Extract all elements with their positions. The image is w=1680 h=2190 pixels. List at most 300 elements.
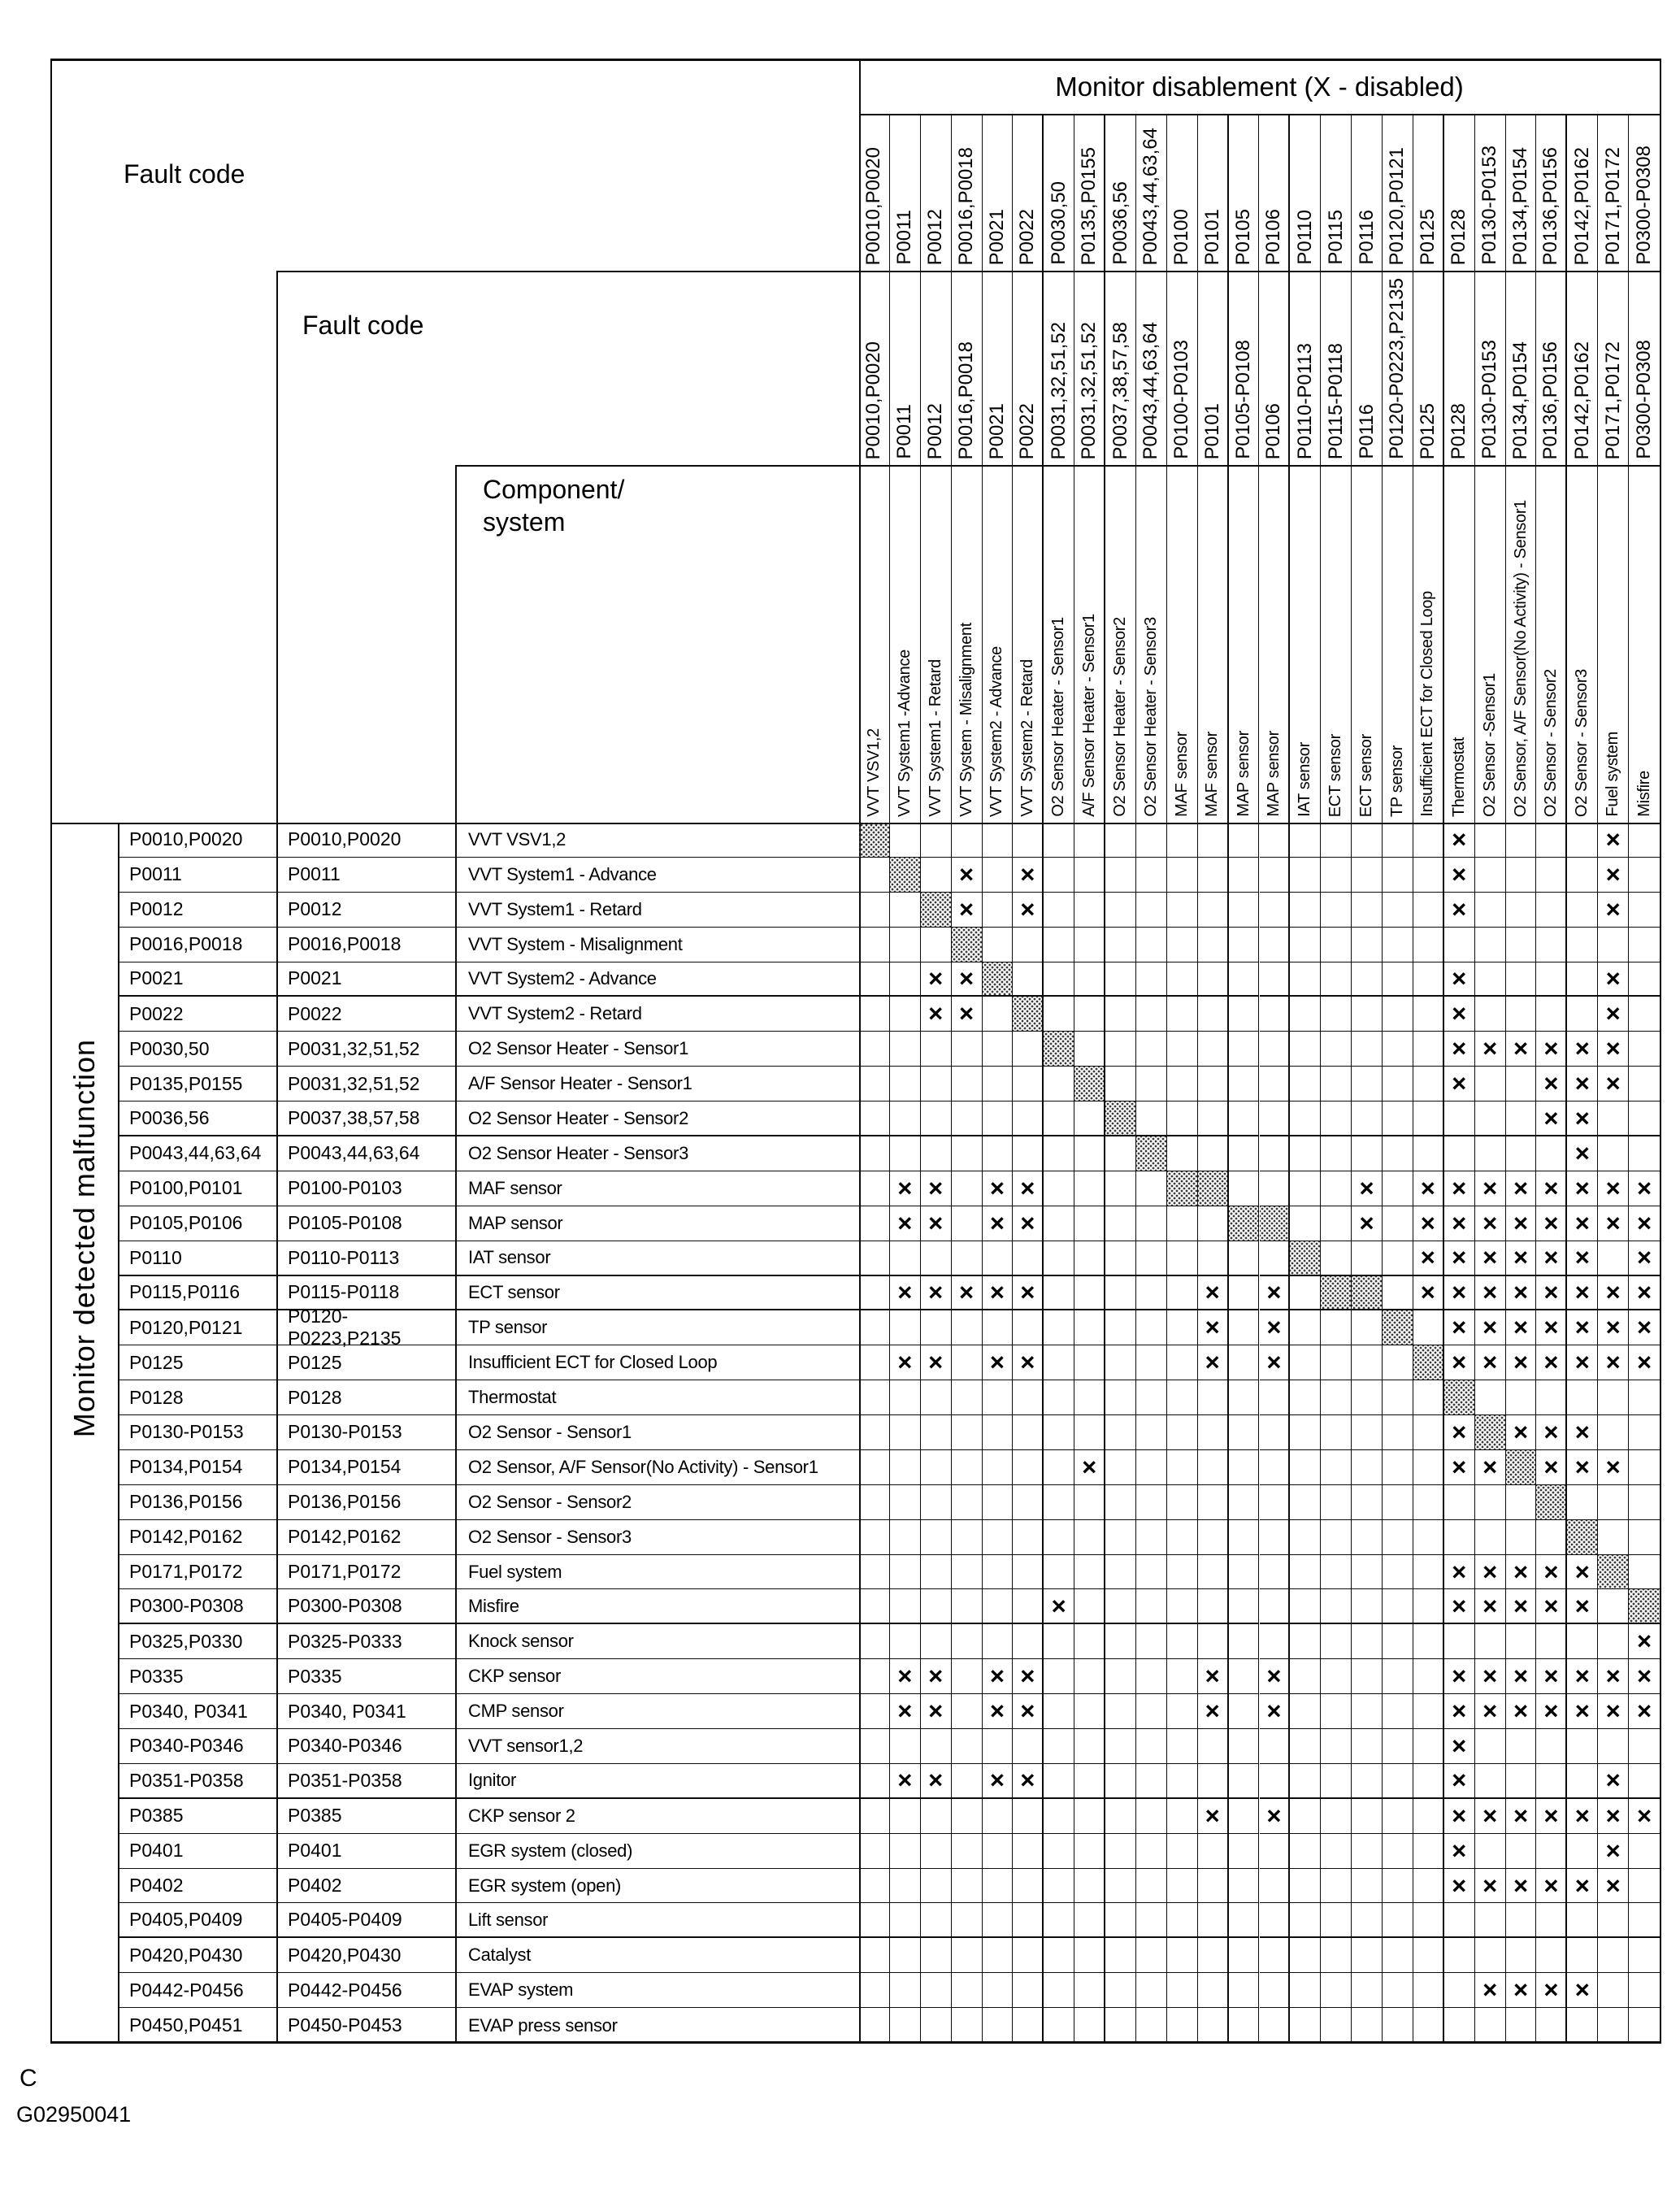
matrix-cell <box>983 1485 1014 1520</box>
matrix-cell-disabled: × <box>1260 1659 1291 1694</box>
matrix-cell <box>1383 1624 1413 1659</box>
matrix-cell <box>1074 1241 1105 1276</box>
matrix-cell <box>1260 1869 1291 1904</box>
matrix-cell <box>1536 1938 1567 1973</box>
component-cell <box>455 1276 859 1311</box>
fault-code-1-cell <box>118 1241 276 1276</box>
component-cell-text: Knock sensor <box>468 1631 574 1652</box>
matrix-cell <box>1013 1799 1044 1834</box>
matrix-cell <box>1290 1764 1321 1799</box>
matrix-cell <box>1321 2008 1352 2043</box>
matrix-cell <box>1352 1415 1383 1450</box>
matrix-cell-disabled: × <box>983 1694 1014 1729</box>
matrix-cell <box>859 997 890 1032</box>
fault-code-2-cell <box>276 1589 455 1624</box>
matrix-cell <box>1383 1102 1413 1136</box>
matrix-cell <box>1074 1869 1105 1904</box>
matrix-cell <box>1105 1729 1136 1764</box>
outer-border-top <box>50 59 1660 61</box>
matrix-cell <box>1013 1032 1044 1067</box>
matrix-cell <box>1013 1415 1044 1450</box>
component-cell-text: VVT System1 - Retard <box>468 898 642 919</box>
matrix-cell <box>1475 1938 1506 1973</box>
col-header-fault-code-2 <box>1567 271 1598 465</box>
matrix-cell <box>1506 1067 1537 1102</box>
matrix-cell <box>1260 1450 1291 1485</box>
matrix-cell <box>1105 1485 1136 1520</box>
fault-code-2-cell-text: P0171,P0172 <box>288 1561 402 1583</box>
matrix-cell-disabled: × <box>1567 1450 1598 1485</box>
matrix-cell <box>1598 1938 1629 1973</box>
matrix-cell-disabled: × <box>1506 1171 1537 1206</box>
matrix-cell <box>1629 1380 1660 1415</box>
matrix-cell <box>1074 1799 1105 1834</box>
component-cell-text: CKP sensor <box>468 1666 561 1687</box>
matrix-cell <box>1260 1520 1291 1555</box>
matrix-cell <box>1567 893 1598 928</box>
matrix-cell <box>1105 1589 1136 1624</box>
fault-code-1-cell-text: P0036,56 <box>129 1107 210 1129</box>
footer-figure-id: G02950041 <box>16 2102 132 2127</box>
matrix-cell <box>1136 1241 1167 1276</box>
matrix-cell <box>1629 1415 1660 1450</box>
matrix-cell-disabled: × <box>1475 1032 1506 1067</box>
col-header-fault-code-2 <box>1198 271 1229 465</box>
matrix-cell-disabled: × <box>890 1659 921 1694</box>
matrix-cell <box>1105 1067 1136 1102</box>
matrix-cell-disabled: × <box>1444 1032 1475 1067</box>
matrix-cell <box>1567 1729 1598 1764</box>
component-label-line1: Component/ <box>483 475 625 504</box>
fault-code-1-cell <box>118 1520 276 1555</box>
matrix-cell <box>1044 1415 1074 1450</box>
matrix-cell-disabled: × <box>1260 1276 1291 1311</box>
fault-code-1-cell-text: P0442-P0456 <box>129 1979 244 2001</box>
matrix-cell <box>1229 1834 1260 1869</box>
matrix-cell <box>1352 1241 1383 1276</box>
matrix-cell <box>1229 1415 1260 1450</box>
col-header-component <box>890 465 921 823</box>
matrix-cell <box>1352 2008 1383 2043</box>
matrix-cell <box>921 1938 952 1973</box>
matrix-cell-disabled: × <box>1567 1032 1598 1067</box>
fault-code-2-cell-text: P0021 <box>288 967 342 989</box>
col-header-component-text: O2 Sensor -Sensor1 <box>1480 673 1499 817</box>
matrix-cell-disabled: × <box>1044 1589 1074 1624</box>
matrix-cell <box>1321 1345 1352 1380</box>
col-header-fault-code-1-text: P0022 <box>1016 208 1039 265</box>
matrix-cell <box>1229 1869 1260 1904</box>
matrix-cell <box>859 1973 890 2008</box>
matrix-cell-disabled: × <box>1536 1555 1567 1590</box>
component-cell <box>455 1520 859 1555</box>
matrix-cell <box>1013 1973 1044 2008</box>
matrix-cell <box>1290 1520 1321 1555</box>
component-cell <box>455 997 859 1032</box>
col-header-fault-code-1 <box>859 114 890 271</box>
fault-code-1-cell-text: P0022 <box>129 1002 184 1024</box>
matrix-cell-disabled: × <box>1475 1171 1506 1206</box>
col-header-fault-code-1-text: P0115 <box>1324 210 1347 265</box>
matrix-cell-disabled: × <box>1444 1589 1475 1624</box>
fault-code-2-cell <box>276 1973 455 2008</box>
matrix-cell <box>1198 1834 1229 1869</box>
matrix-cell-disabled: × <box>1536 1659 1567 1694</box>
matrix-cell <box>1475 1520 1506 1555</box>
matrix-cell <box>1321 1659 1352 1694</box>
matrix-cell <box>890 1067 921 1102</box>
fault-code-2-cell-text: P0402 <box>288 1875 342 1896</box>
col-header-component-text: O2 Sensor Heater - Sensor1 <box>1049 617 1068 817</box>
matrix-cell <box>983 997 1014 1032</box>
matrix-cell <box>1598 1903 1629 1938</box>
matrix-cell <box>1260 1241 1291 1276</box>
component-cell <box>455 1659 859 1694</box>
matrix-cell <box>1044 1450 1074 1485</box>
matrix-cell <box>1167 1520 1198 1555</box>
matrix-cell-disabled: × <box>1444 1310 1475 1345</box>
matrix-cell <box>1290 1171 1321 1206</box>
matrix-cell-disabled: × <box>1598 1799 1629 1834</box>
matrix-cell <box>921 1241 952 1276</box>
matrix-cell-disabled: × <box>1444 1659 1475 1694</box>
matrix-cell <box>1136 1345 1167 1380</box>
matrix-cell <box>859 1032 890 1067</box>
matrix-cell <box>1290 1624 1321 1659</box>
fault-code-2-cell-text: P0010,P0020 <box>288 828 402 850</box>
matrix-cell <box>890 1869 921 1904</box>
matrix-cell-disabled: × <box>1567 1206 1598 1241</box>
component-cell-text: O2 Sensor - Sensor1 <box>468 1421 632 1442</box>
matrix-cell <box>1260 1415 1291 1450</box>
matrix-cell <box>1044 1380 1074 1415</box>
matrix-cell-disabled: × <box>1444 1799 1475 1834</box>
fault-code-2-cell-text: P0142,P0162 <box>288 1526 402 1548</box>
matrix-cell <box>1383 1938 1413 1973</box>
fault-code-2-cell <box>276 893 455 928</box>
matrix-cell <box>1321 1834 1352 1869</box>
matrix-cell-disabled: × <box>890 1206 921 1241</box>
matrix-cell <box>1074 858 1105 893</box>
matrix-cell <box>1229 2008 1260 2043</box>
matrix-cell <box>921 2008 952 2043</box>
col-header-component <box>1475 465 1506 823</box>
col-header-component-text: ECT sensor <box>1357 733 1376 817</box>
col-header-fault-code-1-text: P0106 <box>1262 208 1285 265</box>
matrix-cell-disabled: × <box>1567 1799 1598 1834</box>
matrix-cell <box>1598 1415 1629 1450</box>
matrix-cell <box>1383 928 1413 962</box>
matrix-cell <box>1105 1659 1136 1694</box>
fault-code-1-cell <box>118 1310 276 1345</box>
component-cell <box>455 1834 859 1869</box>
matrix-cell <box>1136 1171 1167 1206</box>
matrix-cell-self <box>1229 1206 1260 1241</box>
fault-code-1-cell-text: P0420,P0430 <box>129 1944 243 1966</box>
col-header-fault-code-2-text: P0043,44,63,64 <box>1140 321 1162 459</box>
matrix-cell-disabled: × <box>1444 1276 1475 1311</box>
fault-code-2-cell <box>276 1032 455 1067</box>
matrix-cell-self <box>1260 1206 1291 1241</box>
matrix-cell <box>1105 1241 1136 1276</box>
matrix-cell-disabled: × <box>1536 1799 1567 1834</box>
matrix-cell <box>1167 2008 1198 2043</box>
matrix-cell <box>1629 1903 1660 1938</box>
col-header-fault-code-1-text: P0010,P0020 <box>862 146 885 265</box>
matrix-cell <box>859 1938 890 1973</box>
matrix-cell <box>1536 962 1567 997</box>
fault-code-2-cell-text: P0300-P0308 <box>288 1595 402 1617</box>
matrix-cell <box>921 1136 952 1171</box>
matrix-cell <box>1136 1380 1167 1415</box>
matrix-cell <box>1198 1764 1229 1799</box>
matrix-cell <box>890 1834 921 1869</box>
matrix-cell-disabled: × <box>1506 1555 1537 1590</box>
fault-code-1-cell-text: P0135,P0155 <box>129 1072 243 1094</box>
col-header-component <box>1044 465 1074 823</box>
fault-code-1-cell-text: P0134,P0154 <box>129 1456 243 1478</box>
matrix-cell <box>1321 1555 1352 1590</box>
matrix-cell <box>890 1450 921 1485</box>
fault-code-1-cell-text: P0335 <box>129 1665 184 1687</box>
matrix-cell <box>1290 1834 1321 1869</box>
matrix-cell <box>1567 858 1598 893</box>
matrix-cell-self <box>1074 1067 1105 1102</box>
matrix-cell-disabled: × <box>1567 1067 1598 1102</box>
matrix-cell <box>983 1380 1014 1415</box>
fault-code-2-cell <box>276 1555 455 1590</box>
matrix-cell <box>1167 1555 1198 1590</box>
matrix-cell <box>1136 1834 1167 1869</box>
component-system-label <box>483 473 727 538</box>
col-header-fault-code-1 <box>1444 114 1475 271</box>
matrix-cell <box>859 1834 890 1869</box>
matrix-cell-disabled: × <box>1475 1241 1506 1276</box>
matrix-cell-self <box>859 823 890 858</box>
fault-code-2-cell-text: P0043,44,63,64 <box>288 1142 420 1164</box>
matrix-cell <box>921 823 952 858</box>
fault-code-2-cell-text: P0022 <box>288 1002 342 1024</box>
fault-code-1-cell-text: P0100,P0101 <box>129 1177 243 1199</box>
matrix-cell <box>1290 1102 1321 1136</box>
fault-code-1-cell <box>118 1102 276 1136</box>
fault-code-1-cell-text: P0340-P0346 <box>129 1735 244 1757</box>
col-header-fault-code-1 <box>1629 114 1660 271</box>
component-cell <box>455 893 859 928</box>
matrix-cell <box>1074 1136 1105 1171</box>
matrix-cell <box>1383 1764 1413 1799</box>
matrix-cell <box>921 1067 952 1102</box>
matrix-cell <box>1321 1032 1352 1067</box>
fault-code-1-cell <box>118 997 276 1032</box>
col-header-fault-code-2-text: P0171,P0172 <box>1601 341 1624 459</box>
matrix-cell <box>1321 1415 1352 1450</box>
matrix-cell <box>1567 997 1598 1032</box>
matrix-cell <box>859 1764 890 1799</box>
matrix-cell-disabled: × <box>1506 1869 1537 1904</box>
matrix-cell <box>1506 962 1537 997</box>
component-cell <box>455 1938 859 1973</box>
fault-code-1-cell <box>118 1450 276 1485</box>
matrix-cell <box>1105 1276 1136 1311</box>
matrix-cell <box>1290 997 1321 1032</box>
fault-code-2-cell-text: P0100-P0103 <box>288 1177 402 1199</box>
matrix-cell <box>1074 1659 1105 1694</box>
component-cell <box>455 1310 859 1345</box>
fault-code-1-cell-text: P0450,P0451 <box>129 2014 243 2036</box>
matrix-cell-self <box>1013 997 1044 1032</box>
col-header-fault-code-2 <box>1074 271 1105 465</box>
fault-code-2-cell <box>276 1938 455 1973</box>
matrix-cell <box>1074 1520 1105 1555</box>
matrix-cell <box>1167 1834 1198 1869</box>
matrix-cell <box>921 928 952 962</box>
matrix-cell <box>1198 1903 1229 1938</box>
matrix-cell <box>1105 1450 1136 1485</box>
matrix-cell <box>1536 858 1567 893</box>
fault-code-1-cell-text: P0120,P0121 <box>129 1316 243 1338</box>
matrix-cell <box>1352 1624 1383 1659</box>
matrix-cell <box>1229 1310 1260 1345</box>
matrix-cell-disabled: × <box>1475 1310 1506 1345</box>
matrix-cell <box>952 1869 983 1904</box>
matrix-cell <box>1567 2008 1598 2043</box>
fault-code-2-cell <box>276 962 455 997</box>
matrix-cell <box>1475 1380 1506 1415</box>
matrix-cell <box>1074 2008 1105 2043</box>
matrix-cell-self <box>921 893 952 928</box>
monitor-detected-malfunction-label: Monitor detected malfunction <box>67 1038 101 1437</box>
matrix-cell <box>1475 2008 1506 2043</box>
matrix-cell <box>1044 1310 1074 1345</box>
col-header-component <box>1074 465 1105 823</box>
matrix-cell <box>1321 1310 1352 1345</box>
matrix-cell <box>1136 1659 1167 1694</box>
matrix-cell <box>1444 1136 1475 1171</box>
matrix-cell <box>1229 1973 1260 2008</box>
matrix-cell-disabled: × <box>1567 1694 1598 1729</box>
matrix-cell <box>1074 1694 1105 1729</box>
matrix-cell <box>1260 858 1291 893</box>
matrix-cell <box>1475 928 1506 962</box>
matrix-cell <box>1413 1869 1444 1904</box>
matrix-cell <box>1413 823 1444 858</box>
col-header-fault-code-2-text: P0106 <box>1262 402 1285 459</box>
col-header-fault-code-2-text: P0100-P0103 <box>1170 340 1193 459</box>
matrix-cell-disabled: × <box>1444 1241 1475 1276</box>
col-header-component-text: IAT sensor <box>1296 742 1314 817</box>
matrix-cell <box>921 1624 952 1659</box>
monitor-disablement-title: Monitor disablement (X - disabled) <box>1055 72 1464 102</box>
fault-code-1-cell <box>118 1032 276 1067</box>
matrix-cell <box>1198 1450 1229 1485</box>
matrix-cell <box>1136 823 1167 858</box>
matrix-cell <box>1167 1485 1198 1520</box>
matrix-cell <box>1321 1136 1352 1171</box>
matrix-cell <box>1567 1903 1598 1938</box>
matrix-cell <box>1167 1799 1198 1834</box>
matrix-cell <box>1198 962 1229 997</box>
matrix-cell-disabled: × <box>1506 1276 1537 1311</box>
matrix-cell <box>1074 823 1105 858</box>
matrix-cell <box>1074 1415 1105 1450</box>
matrix-cell <box>1260 1938 1291 1973</box>
fault-code-1-cell-text: P0030,50 <box>129 1037 210 1059</box>
col-header-fault-code-2 <box>952 271 983 465</box>
col-header-fault-code-1-text: P0011 <box>893 210 916 265</box>
col-header-component-text: Misfire <box>1634 771 1653 817</box>
matrix-cell <box>859 1136 890 1171</box>
col-header-fault-code-1 <box>1044 114 1074 271</box>
matrix-cell <box>1444 2008 1475 2043</box>
matrix-cell <box>1105 1694 1136 1729</box>
matrix-cell <box>1136 1589 1167 1624</box>
matrix-cell <box>1629 1136 1660 1171</box>
fault-code-1-cell-text: P0110 <box>129 1246 182 1268</box>
fault-code-1-cell <box>118 1171 276 1206</box>
fault-code-2-cell <box>276 1834 455 1869</box>
matrix-cell <box>1598 1485 1629 1520</box>
matrix-cell <box>1167 858 1198 893</box>
fault-code-2-cell-text: P0340-P0346 <box>288 1735 402 1757</box>
col-header-component <box>1105 465 1136 823</box>
matrix-cell-disabled: × <box>1013 1171 1044 1206</box>
matrix-cell <box>1229 1764 1260 1799</box>
matrix-cell-disabled: × <box>1413 1171 1444 1206</box>
matrix-cell <box>1229 997 1260 1032</box>
matrix-cell <box>859 1450 890 1485</box>
matrix-cell <box>921 1555 952 1590</box>
matrix-cell <box>1536 997 1567 1032</box>
matrix-cell <box>1105 858 1136 893</box>
matrix-cell-disabled: × <box>1629 1206 1660 1241</box>
fault-code-2-cell <box>276 1345 455 1380</box>
fault-code-2-cell-text: P0340, P0341 <box>288 1700 406 1722</box>
col-header-fault-code-1-text: P0110 <box>1293 210 1316 265</box>
col-header-fault-code-2-text: P0125 <box>1416 402 1439 459</box>
matrix-cell <box>1105 1973 1136 2008</box>
matrix-cell <box>921 1729 952 1764</box>
matrix-cell <box>1105 823 1136 858</box>
component-cell <box>455 2008 859 2043</box>
fault-code-1-cell-text: P0130-P0153 <box>129 1421 244 1443</box>
fault-code-1-cell <box>118 1589 276 1624</box>
matrix-cell <box>952 1206 983 1241</box>
component-cell-text: O2 Sensor, A/F Sensor(No Activity) - Sensor1 <box>468 1456 818 1477</box>
col-header-component-text: MAP sensor <box>1264 731 1283 817</box>
matrix-cell <box>1629 1729 1660 1764</box>
matrix-cell <box>890 1380 921 1415</box>
matrix-cell <box>1044 858 1074 893</box>
matrix-cell <box>1105 1415 1136 1450</box>
col-header-fault-code-1 <box>1136 114 1167 271</box>
matrix-cell <box>1629 928 1660 962</box>
matrix-cell <box>1383 1415 1413 1450</box>
matrix-cell <box>1321 1206 1352 1241</box>
matrix-cell <box>1260 1067 1291 1102</box>
col-header-component <box>1229 465 1260 823</box>
matrix-cell <box>1013 1067 1044 1102</box>
matrix-cell <box>1013 962 1044 997</box>
matrix-cell <box>1383 1136 1413 1171</box>
col-header-fault-code-2 <box>1475 271 1506 465</box>
matrix-cell <box>1260 1764 1291 1799</box>
matrix-cell <box>952 823 983 858</box>
matrix-cell <box>1167 1903 1198 1938</box>
matrix-cell <box>1598 1520 1629 1555</box>
matrix-cell <box>859 1310 890 1345</box>
matrix-cell <box>1260 1973 1291 2008</box>
